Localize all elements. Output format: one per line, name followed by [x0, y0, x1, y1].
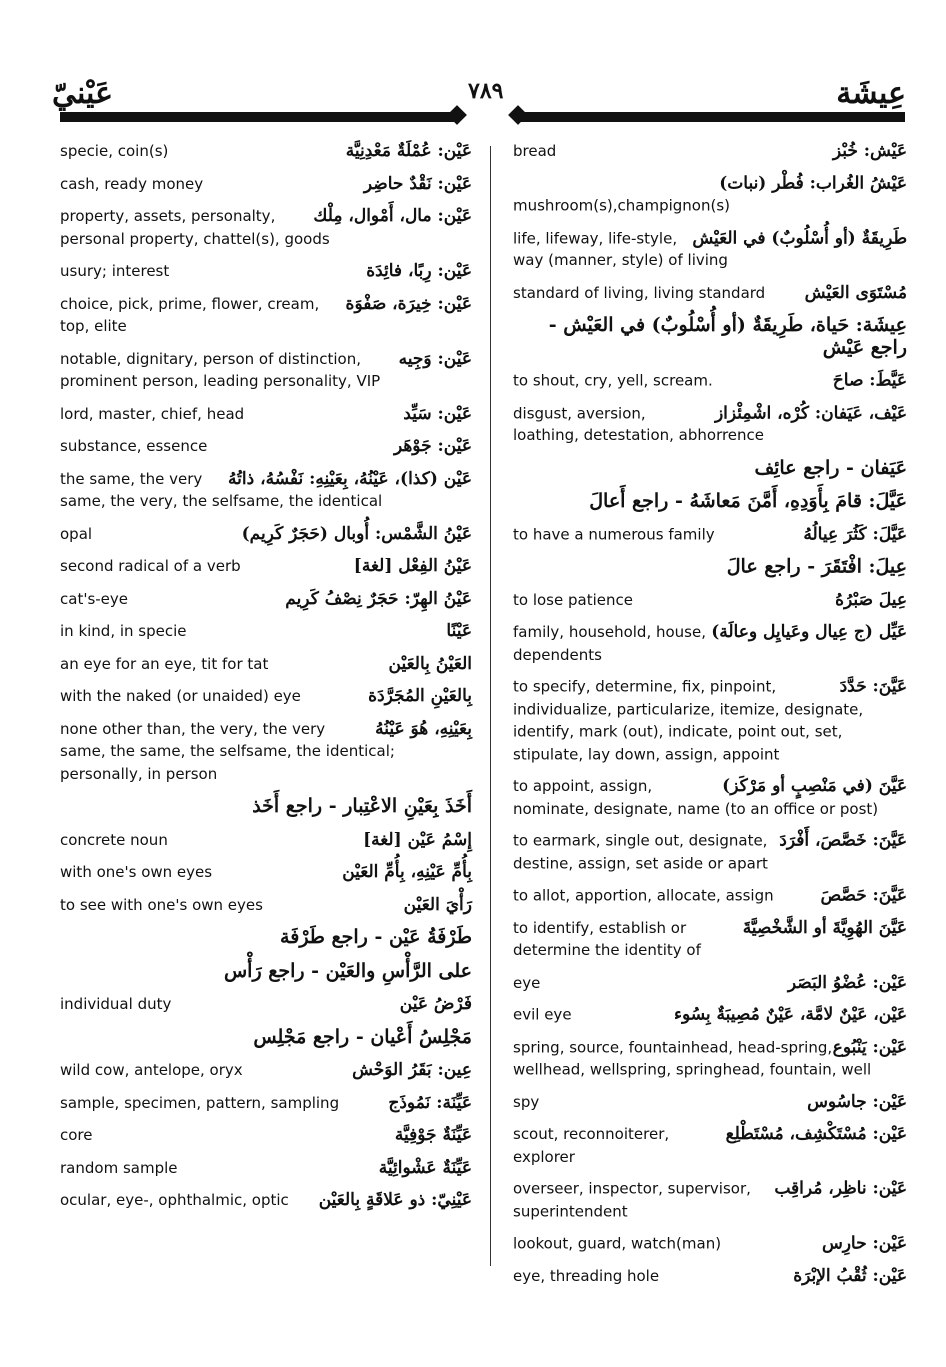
entry-arabic: عَيْن: مُسْتَكْشِف، مُسْتَطْلِع [725, 1124, 907, 1144]
dictionary-entry [513, 172, 907, 217]
dictionary-entry [60, 993, 472, 1016]
dictionary-entry [60, 555, 472, 578]
dictionary-entry [513, 775, 907, 820]
entry-arabic: بِالعَيْنِ المُجَرَّدَة [368, 686, 472, 706]
dictionary-entry [513, 676, 907, 765]
entry-english: spring, source, fountainhead, head-spring, wellhead, wellspring, springhead, fountain, well [513, 1038, 872, 1079]
entry-english: to lose patience [513, 590, 633, 609]
entry-arabic: عَيْن: وَجِيه [398, 348, 472, 369]
entry-arabic: عَيَّنَ الهُوِيَّةَ أو الشَّخْصِيَّةَ [742, 917, 907, 938]
entry-arabic: عَيَّلَ: قامَ بِأَوَدِهِ، أَمَّنَ مَعاشَهُ - راجع أَعالَ [589, 489, 907, 512]
header-rule-left [60, 112, 454, 122]
entry-arabic: عَيِّل (ج عِيال وعَيايِل وعالَة) [711, 622, 907, 642]
entry-arabic: عَيَّنَ (في مَنْصِبٍ أو مَرْكَز) [722, 776, 907, 797]
entry-arabic: عِيلَ صَبْرُهُ [835, 589, 907, 610]
entry-english: lookout, guard, watch(man) [513, 1234, 722, 1253]
entry-english: standard of living, living standard [513, 283, 766, 302]
dictionary-entry [60, 588, 472, 611]
entry-english: life, lifeway, life-style, way (manner, style) of living [513, 228, 728, 270]
dictionary-entry [60, 894, 472, 917]
header-left-word: عَيْنيّ [52, 76, 114, 111]
dictionary-entry [60, 1026, 472, 1050]
page-header [0, 70, 946, 130]
entry-arabic: عَيْن: رِبًا، فائِدَة [366, 261, 472, 281]
entry-arabic: عَيْن: عُمْلَةٌ مَعْدِنِيَّة [345, 141, 472, 161]
dictionary-entry [60, 293, 472, 338]
entry-arabic: عَيَفان - راجع عائِف [754, 456, 907, 479]
entry-arabic: عَيْنِيّ: ذو عَلاقَةٍ بِالعَيْن [318, 1190, 472, 1210]
right-column [513, 140, 907, 1297]
entry-english: random sample [60, 1158, 178, 1177]
entry-english: bread [513, 141, 557, 160]
entry-arabic: مُسْتَوَى العَيْش [804, 282, 907, 303]
entry-arabic: طَرِيقَةٌ (أو أُسْلُوبٌ) في العَيْش [692, 227, 907, 248]
dictionary-entry [513, 971, 907, 993]
dictionary-entry [513, 402, 907, 447]
entry-english: property, assets, personalty, personal property, chattel(s), goods [60, 207, 330, 248]
dictionary-entry [60, 829, 472, 852]
dictionary-entry [60, 468, 472, 513]
entry-arabic: عَيْن: حارِس [821, 1233, 907, 1254]
entry-english: the same, the very same, the very, the selfsame, the identical [60, 469, 383, 510]
dictionary-entry [60, 795, 472, 819]
dictionary-entry [60, 861, 472, 884]
dictionary-entry [513, 1123, 907, 1168]
entry-english: core [60, 1126, 93, 1144]
entry-english: overseer, inspector, supervisor, superintendent [513, 1179, 751, 1220]
dictionary-entry [60, 620, 472, 643]
dictionary-entry [60, 1059, 472, 1082]
dictionary-entry [513, 314, 907, 360]
entry-english: wild cow, antelope, oryx [60, 1061, 243, 1079]
dictionary-entry [60, 173, 472, 196]
entry-english: usury; interest [60, 262, 170, 280]
entry-arabic: عَيَّنَ: حَدَّدَ [839, 676, 907, 697]
entry-arabic: عَيْن: نَقْدٌ حاضِر [363, 173, 472, 194]
entry-arabic: عَيْن: جَوْهَر [393, 436, 472, 456]
entry-english: individual duty [60, 995, 172, 1013]
dictionary-entry [513, 1232, 907, 1254]
entry-arabic: عَيَّلَ: كَثُرَ عِيالُهُ [803, 524, 907, 545]
entry-english: family, household, house, dependents [513, 623, 706, 664]
dictionary-entry [513, 1036, 907, 1081]
entry-arabic: بِأُمِّ عَيْنِهِ، بِأُمِّ العَيْن [342, 862, 472, 882]
entry-english: disgust, aversion, loathing, detestation, abhorrence [513, 403, 765, 445]
entry-english: lord, master, chief, head [60, 404, 245, 423]
entry-arabic: العَيْنُ بِالعَيْن [388, 653, 472, 674]
entry-english: to see with one's own eyes [60, 895, 263, 914]
dictionary-entry [60, 1124, 472, 1147]
entry-english: opal [60, 524, 93, 543]
dictionary-entry [60, 685, 472, 708]
dictionary-entry [513, 589, 907, 611]
header-right-word: عِيشَة [836, 76, 906, 111]
dictionary-entry [60, 523, 472, 546]
entry-arabic: عَيِّنَةٌ جَوْفِيَّة [394, 1125, 472, 1145]
entry-arabic: عَيْنُ الشَّمْس: أُوبال (حَجَرٌ كَرِيم) [241, 523, 472, 544]
entry-arabic: عَيْنُ الهِرّ: حَجَرٌ نِصْفُ كَرِيم [285, 588, 472, 609]
dictionary-entry [60, 960, 472, 984]
entry-english: to earmark, single out, designate, destine, assign, set aside or apart [513, 831, 768, 873]
dictionary-entry [513, 884, 907, 906]
entry-english: cash, ready money [60, 174, 204, 193]
entry-english: concrete noun [60, 830, 168, 849]
entry-english: with the naked (or unaided) eye [60, 687, 301, 705]
dictionary-entry [513, 917, 907, 962]
entry-arabic: عَيِّنَةٌ عَشْوائِيَّة [378, 1157, 472, 1178]
entry-english: to shout, cry, yell, scream. [513, 371, 713, 390]
dictionary-entry [60, 260, 472, 283]
entry-arabic: عَيْف، عَيَفان: كُرْه، اشْمِئْزاز [714, 402, 907, 423]
entry-arabic: عَيْش: خُبْز [832, 140, 907, 161]
dictionary-entry [60, 1157, 472, 1180]
dictionary-entry [60, 205, 472, 250]
entry-arabic: رَأْيَ العَيْن [403, 894, 472, 915]
entry-arabic: عَيْنُ الفِعْل [لغة] [353, 556, 472, 576]
entry-english: an eye for an eye, tit for tat [60, 654, 269, 673]
entry-english: substance, essence [60, 437, 208, 455]
entry-arabic: عَيْن: ثُقْبُ الإبْرَة [793, 1265, 907, 1286]
entry-english: cat's-eye [60, 589, 129, 608]
entry-english: choice, pick, prime, flower, cream, top, elite [60, 294, 320, 335]
entry-arabic: عَيْن: عُضْوُ البَصَر [787, 972, 907, 993]
dictionary-entry [60, 435, 472, 458]
entry-arabic: عَيْن: خِيرَة، صَفْوَة [345, 293, 472, 314]
dictionary-entry [513, 457, 907, 480]
entry-english: none other than, the very, the very same, the same, the selfsame, the identical; personally, in person [60, 719, 395, 783]
entry-english: eye, threading hole [513, 1266, 660, 1285]
entry-english: to appoint, assign, nominate, designate, name (to an office or post) [513, 777, 879, 818]
entry-english: notable, dignitary, person of distinction, prominent person, leading personality, VIP [60, 349, 381, 390]
entry-arabic: مَجْلِسُ أَعْيان - راجع مَجْلِس [253, 1025, 472, 1048]
dictionary-entry [513, 370, 907, 392]
dictionary-entry [513, 490, 907, 513]
entry-english: eye [513, 973, 541, 992]
entry-arabic: عَيْشُ الغُراب: فُطْر (نبات) [719, 173, 907, 194]
entry-arabic: عَيَّنَ: حَصَّصَ [820, 885, 907, 906]
entry-english: ocular, eye-, ophthalmic, optic [60, 1191, 289, 1209]
entry-arabic: عَيَّطَ: صاحَ [832, 370, 907, 391]
entry-arabic: عَيْن: سَيِّد [403, 403, 472, 424]
entry-arabic: فَرْضُ عَيْن [399, 994, 472, 1014]
dictionary-entry [60, 718, 472, 786]
dictionary-entry [513, 1004, 907, 1026]
entry-arabic: عَيْن: جاسُوس [807, 1091, 907, 1112]
dictionary-entry [513, 1178, 907, 1223]
entry-english: with one's own eyes [60, 863, 213, 881]
entry-english: to have a numerous family [513, 525, 715, 544]
dictionary-entry [513, 1265, 907, 1287]
entry-english: mushroom(s),champignon(s) [513, 196, 731, 215]
entry-english: in kind, in specie [60, 622, 187, 640]
entry-english: to specify, determine, fix, pinpoint, individualize, particularize, itemize, designate, identify, mark (out), indicate, point out, set, stipulate, lay down, assign, appoint [513, 677, 864, 763]
column-divider [490, 146, 491, 1266]
entry-arabic: طَرْفَةُ عَيْن - راجع طَرْفَة [280, 926, 472, 948]
dictionary-entry [513, 523, 907, 545]
entry-arabic: عَيَّنَ: خَصَّصَ، أَفْرَدَ [779, 830, 907, 851]
entry-arabic: بِعَيْنِهِ، هُوَ عَيْنُهُ [375, 718, 472, 739]
entry-arabic: عِين: بَقَرُ الوَحْش [352, 1060, 472, 1080]
dictionary-entry [513, 555, 907, 578]
dictionary-entry [60, 1092, 472, 1115]
dictionary-entry [513, 1091, 907, 1113]
entry-arabic: عَيْن، عَيْنٌ لامَّة، عَيْنٌ مُصِيبَةٌ بِسُوء [673, 1004, 907, 1025]
entry-arabic: على الرَّأْسِ والعَيْن - راجع رَأْس [223, 959, 472, 982]
entry-arabic: عِيلَ: افْتَقَرَ - راجع عالَ [726, 555, 907, 578]
entry-english: to allot, apportion, allocate, assign [513, 886, 774, 905]
page-number: ٧٨٩ [468, 78, 504, 104]
dictionary-entry [60, 1189, 472, 1212]
entry-english: spy [513, 1092, 540, 1111]
entry-english: sample, specimen, pattern, sampling [60, 1093, 340, 1112]
dictionary-entry [60, 653, 472, 676]
entry-english: second radical of a verb [60, 557, 241, 575]
entry-english: specie, coin(s) [60, 142, 169, 160]
dictionary-entry [513, 830, 907, 875]
entry-english: evil eye [513, 1005, 572, 1024]
entry-arabic: عَيْن: مال، أَمْوال، مِلْك [313, 206, 472, 226]
dictionary-entry [60, 348, 472, 393]
entry-arabic: أَخَذَ بِعَيْنِ الاعْتِبار - راجع أَخَذ [252, 795, 472, 817]
dictionary-entry [60, 403, 472, 426]
entry-english: scout, reconnoiterer, explorer [513, 1125, 670, 1166]
left-column [60, 140, 472, 1222]
header-rule-right [517, 112, 905, 122]
entry-arabic: عَيْن: ناظِر، مُراقِب [774, 1178, 907, 1199]
entry-english: to identify, establish or determine the identity of [513, 918, 701, 960]
dictionary-entry [60, 926, 472, 950]
entry-arabic: عَيِّنَة: نَمُوذَج [388, 1092, 472, 1113]
dictionary-entry [513, 621, 907, 666]
entry-arabic: عَيْنًا [446, 621, 472, 641]
dictionary-entry [513, 282, 907, 304]
dictionary-entry [60, 140, 472, 163]
entry-arabic: عَيْن (كذا)، عَيْنُهُ، بِعَيْنِهِ: نَفْسُهُ، ذاتُهُ [228, 468, 472, 489]
entry-arabic: عَيْن: يَنْبُوع [832, 1037, 907, 1057]
entry-arabic: إِسْمُ عَيْن [لغة] [363, 829, 472, 850]
dictionary-entry [513, 227, 907, 272]
dictionary-entry [513, 140, 907, 162]
entry-arabic: عِيشَة: حَياة، طَرِيقَةٌ (أو أُسْلُوبٌ) في العَيْش - راجع عَيْش [548, 313, 907, 359]
